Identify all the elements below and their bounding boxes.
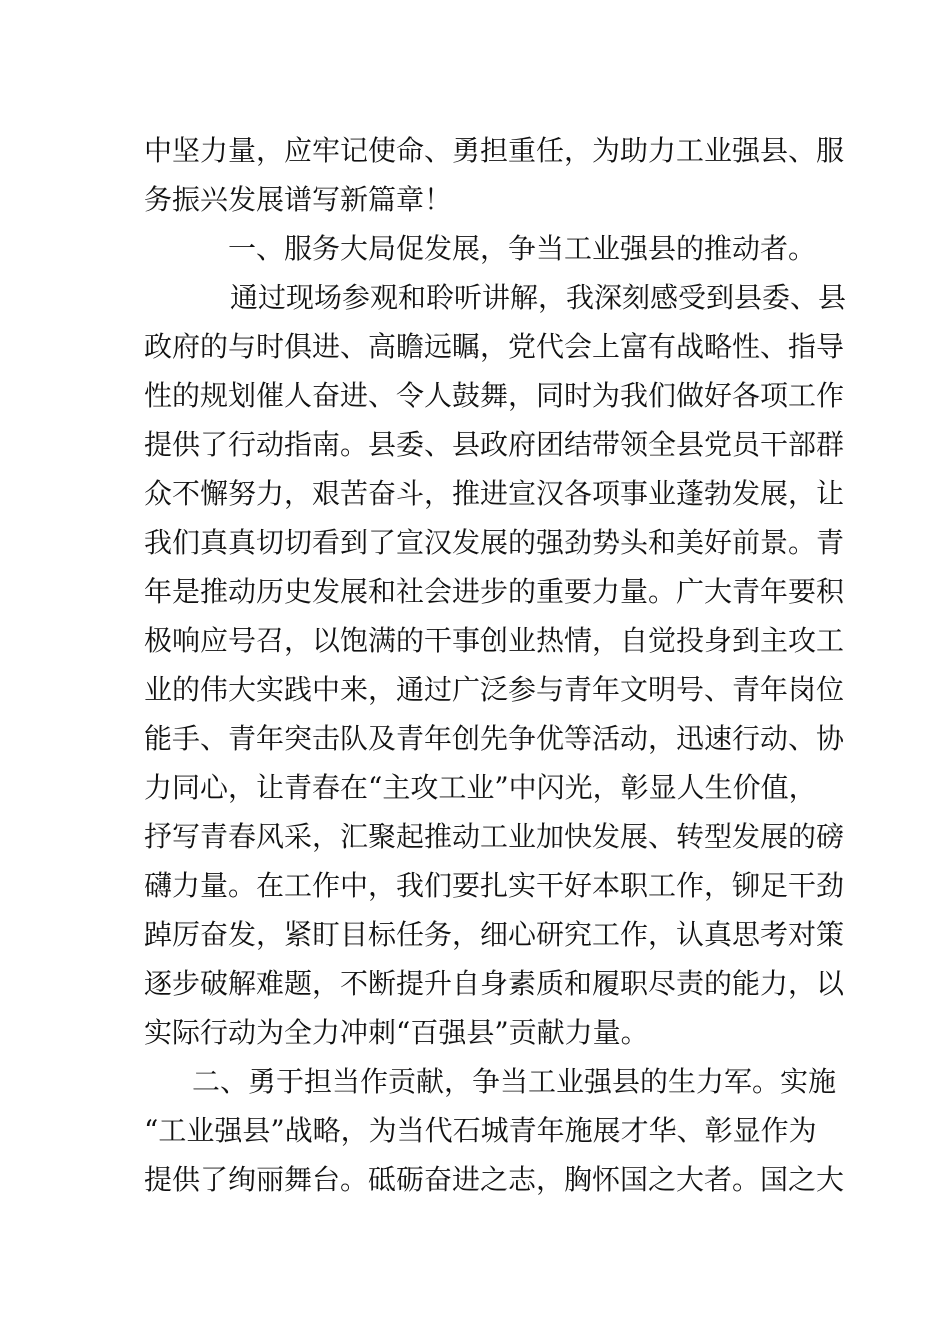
text-line: 通过现场参观和聆听讲解，我深刻感受到县委、县	[230, 281, 847, 314]
text-line: 业的伟大实践中来，通过广泛参与青年文明号、青年岗位	[144, 673, 845, 706]
text-line: 中坚力量，应牢记使命、勇担重任，为助力工业强县、服	[144, 134, 845, 167]
text-line: 实际行动为全力冲刺“百强县”贡献力量。	[144, 1016, 649, 1049]
text-line: 抒写青春风采，汇聚起推动工业加快发展、转型发展的磅	[144, 820, 845, 853]
text-line: 逐步破解难题，不断提升自身素质和履职尽责的能力，以	[144, 967, 845, 1000]
text-line: “工业强县”战略，为当代石城青年施展才华、彰显作为	[144, 1114, 817, 1147]
text-line: 年是推动历史发展和社会进步的重要力量。广大青年要积	[144, 575, 845, 608]
text-line: 踔厉奋发，紧盯目标任务，细心研究工作，认真思考对策	[144, 918, 845, 951]
text-line: 力同心，让青春在“主攻工业”中闪光，彰显人生价值，	[144, 771, 817, 804]
section-heading-1: 一、服务大局促发展，争当工业强县的推动者。	[228, 232, 817, 265]
section-heading-2: 二、勇于担当作贡献，争当工业强县的生力军。实施	[192, 1065, 837, 1098]
text-line: 众不懈努力，艰苦奋斗，推进宣汉各项事业蓬勃发展，让	[144, 477, 845, 510]
text-line: 政府的与时俱进、高瞻远瞩，党代会上富有战略性、指导	[144, 330, 845, 363]
text-line: 提供了绚丽舞台。砥砺奋进之志，胸怀国之大者。国之大	[144, 1163, 845, 1196]
text-line: 极响应号召，以饱满的干事创业热情，自觉投身到主攻工	[144, 624, 845, 657]
text-line: 礴力量。在工作中，我们要扎实干好本职工作，铆足干劲	[144, 869, 845, 902]
text-line: 我们真真切切看到了宣汉发展的强劲势头和美好前景。青	[144, 526, 845, 559]
text-line: 提供了行动指南。县委、县政府团结带领全县党员干部群	[144, 428, 845, 461]
text-line: 能手、青年突击队及青年创先争优等活动，迅速行动、协	[144, 722, 845, 755]
text-line: 务振兴发展谱写新篇章！	[144, 183, 453, 216]
document-body	[144, 126, 847, 1204]
text-line: 性的规划催人奋进、令人鼓舞，同时为我们做好各项工作	[144, 379, 845, 412]
